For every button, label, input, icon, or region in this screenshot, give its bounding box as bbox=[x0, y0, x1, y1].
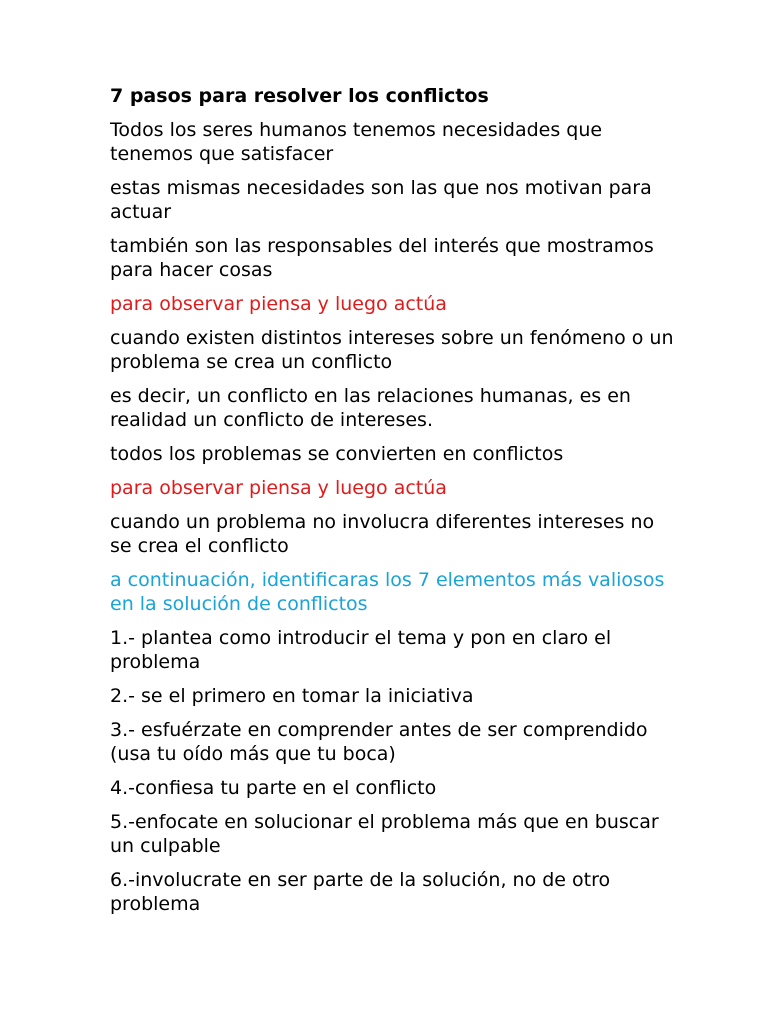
highlight-blue: a continuación, identificaras los 7 elementos más valiosos en la solución de conflictos bbox=[110, 569, 665, 615]
step-5: 5.-enfocate en solucionar el problema más que en buscar un culpable bbox=[110, 811, 659, 857]
paragraph-5: cuando existen distintos intereses sobre un fenómeno o un problema se crea un conflicto bbox=[110, 327, 674, 373]
step-1: 1.- plantea como introducir el tema y pon en claro el problema bbox=[110, 627, 612, 673]
paragraph-7: todos los problemas se convierten en conflictos bbox=[110, 443, 564, 465]
document-title: 7 pasos para resolver los conflictos bbox=[110, 85, 489, 107]
step-6: 6.-involucrate en ser parte de la solución, no de otro problema bbox=[110, 869, 611, 915]
step-2: 2.- se el primero en tomar la iniciativa bbox=[110, 685, 474, 707]
highlight-red-1: para observar piensa y luego actúa bbox=[110, 293, 447, 315]
step-3: 3.- esfuérzate en comprender antes de ser comprendido (usa tu oído más que tu boca) bbox=[110, 719, 648, 765]
step-4: 4.-confiesa tu parte en el conflicto bbox=[110, 777, 437, 799]
paragraph-1: Todos los seres humanos tenemos necesidades que tenemos que satisfacer bbox=[110, 119, 603, 165]
paragraph-2: estas mismas necesidades son las que nos motivan para actuar bbox=[110, 177, 652, 223]
document-page bbox=[110, 84, 680, 926]
paragraph-6: es decir, un conflicto en las relaciones humanas, es en realidad un conflicto de intereses. bbox=[110, 385, 631, 431]
paragraph-3: también son las responsables del interés que mostramos para hacer cosas bbox=[110, 235, 654, 281]
highlight-red-2: para observar piensa y luego actúa bbox=[110, 477, 447, 499]
paragraph-9: cuando un problema no involucra diferentes intereses no se crea el conflicto bbox=[110, 511, 655, 557]
